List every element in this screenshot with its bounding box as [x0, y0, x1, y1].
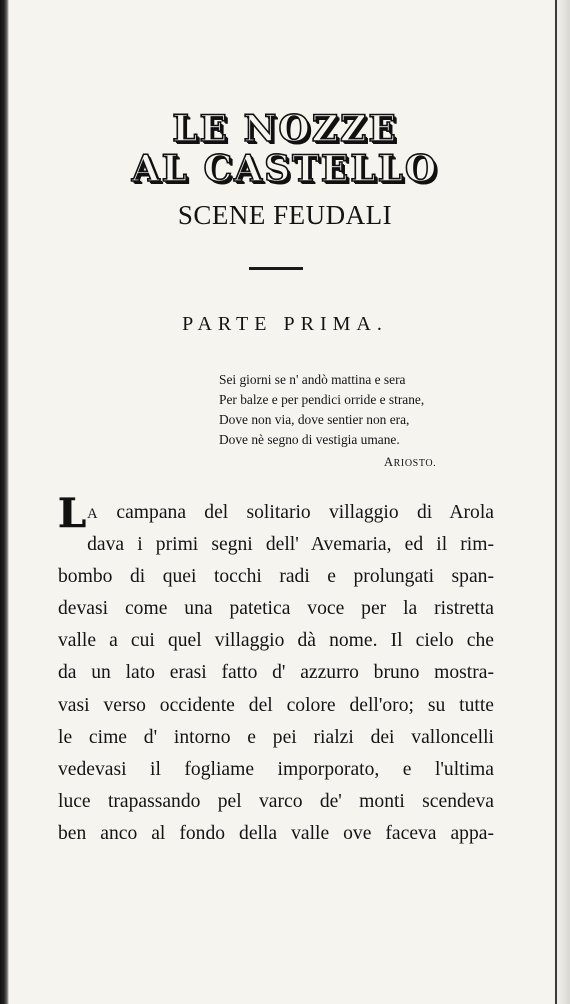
body-line: le cime d' intorno e pei rialzi dei valloncelli — [58, 726, 494, 748]
body-line — [58, 490, 494, 537]
attribution-initial: A — [384, 455, 394, 469]
body-line: vedevasi il fogliame imporporato, e l'ultima — [58, 758, 494, 780]
body-line: bombo di quei tocchi radi e prolungati span- — [58, 566, 494, 588]
epigraph-attribution — [384, 455, 436, 470]
epigraph-line: Dove nè segno di vestigia umane. — [219, 432, 400, 447]
body-line: vasi verso occidente del colore dell'oro; su tutte — [58, 694, 494, 716]
epigraph-line: Per balze e per pendici orride e strane, — [219, 392, 425, 407]
attribution-rest: RIOSTO. — [393, 458, 437, 469]
body-line: ben anco al fondo della valle ove faceva appa- — [58, 822, 494, 844]
body-line: luce trapassando pel varco de' monti scendeva — [58, 790, 494, 812]
body-line: valle a cui quel villaggio dà nome. Il cielo che — [58, 630, 494, 652]
body-text — [58, 490, 494, 850]
title-rule — [249, 267, 303, 270]
body-line-text: campana del solitario villaggio di Arola — [116, 502, 494, 523]
part-heading: PARTE PRIMA. — [182, 313, 388, 335]
subtitle: SCENE FEUDALI — [177, 200, 393, 230]
first-word-rest: A — [87, 506, 99, 522]
epigraph — [219, 370, 519, 450]
body-line: da un lato erasi fatto d' azzurro bruno mostra- — [58, 662, 494, 684]
body-line: devasi come una patetica voce per la ristretta — [58, 598, 494, 620]
epigraph-line: Sei giorni se n' andò mattina e sera — [219, 372, 406, 387]
body-line: dava i primi segni dell' Avemaria, ed il rim- — [87, 534, 494, 556]
epigraph-line: Dove non via, dove sentier non era, — [219, 412, 410, 427]
drop-cap: L — [58, 490, 87, 537]
title-line-2: AL CASTELLO — [131, 148, 439, 190]
title-line-1: LE NOZZE — [172, 108, 398, 150]
